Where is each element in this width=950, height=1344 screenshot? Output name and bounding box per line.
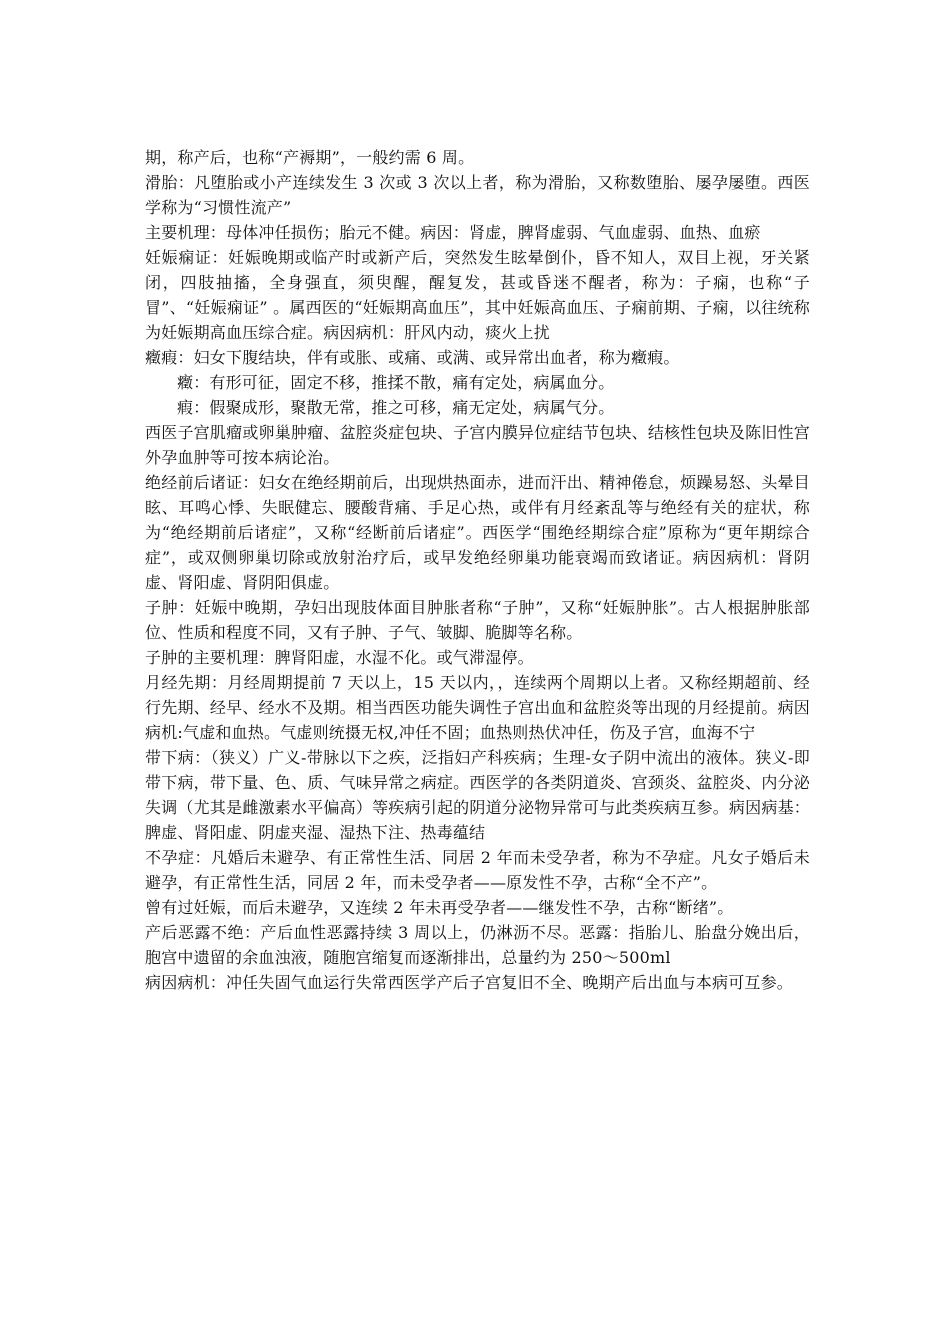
paragraph-habitual-miscarriage: 滑胎：凡堕胎或小产连续发生 3 次或 3 次以上者，称为滑胎，又称数堕胎、屡孕屡堕。西医学称为“习惯性流产” [145,173,810,217]
paragraph-early-menstruation: 月经先期：月经周期提前 7 天以上，15 天以内，，连续两个周期以上者。又称经期超前、经行先期、经早、经水不及期。相当西医功能失调性子宫出血和盆腔炎等出现的月经提前。病因病机:气虚和血热。气虚则统摄无权,冲任不固；血热则热伏冲任，伤及子宫，血海不宁 [145,673,810,742]
paragraph-infertility: 不孕症：凡婚后未避孕、有正常性生活、同居 2 年而未受孕者，称为不孕症。凡女子婚后未避孕，有正常性生活，同居 2 年，而未受孕者——原发性不孕，古称“全不产”。 [145,848,810,892]
paragraph-zheng-definition: 癥：有形可征，固定不移，推揉不散，痛有定处，病属血分。 [177,373,615,392]
document-body [145,145,810,995]
paragraph-postpartum-period: 期，称产后，也称“产褥期”，一般约需 6 周。 [145,148,475,167]
paragraph-leukorrhea: 带下病：（狭义）广义-带脉以下之疾，泛指妇产科疾病；生理-女子阴中流出的液体。狭义-即带下病，带下量、色、质、气味异常之病症。西医学的各类阴道炎、宫颈炎、盆腔炎、内分泌失调（尤其是雌激素水平偏高）等疾病引起的阴道分泌物异常可与此类疾病互参。病因病基：脾虚、肾阳虚、阴虚夹湿、湿热下注、热毒蕴结 [145,748,810,842]
paragraph-abdominal-mass: 癥瘕：妇女下腹结块，伴有或胀、或痛、或满、或异常出血者，称为癥瘕。 [145,348,680,367]
paragraph-lochia: 产后恶露不绝：产后血性恶露持续 3 周以上，仍淋沥不尽。恶露：指胎儿、胎盘分娩出后，胞宫中遗留的余血浊液，随胞宫缩复而逐渐排出，总量约为 250～500ml [145,923,810,967]
paragraph-secondary-infertility: 曾有过妊娠，而后未避孕，又连续 2 年未再受孕者——继发性不孕，古称“断绪”。 [145,898,734,917]
paragraph-pregnancy-edema: 子肿：妊娠中晚期，孕妇出现肢体面目肿胀者称“子肿”，又称“妊娠肿胀”。古人根据肿胀部位、性质和程度不同，又有子肿、子气、皱脚、脆脚等名称。 [145,598,810,642]
paragraph-edema-mechanism: 子肿的主要机理：脾肾阳虚，水湿不化。或气滞湿停。 [145,648,534,667]
paragraph-main-mechanism: 主要机理：母体冲任损伤；胎元不健。病因：肾虚，脾肾虚弱、气血虚弱、血热、血瘀 [145,223,761,242]
paragraph-jia-definition: 瘕：假聚成形，聚散无常，推之可移，痛无定处，病属气分。 [177,398,615,417]
paragraph-menopause-syndrome: 绝经前后诸证：妇女在绝经期前后，出现烘热面赤，进而汗出、精神倦怠，烦躁易怒、头晕目眩、耳鸣心悸、失眠健忘、腰酸背痛、手足心热，或伴有月经紊乱等与绝经有关的症状，称为“绝经期前后诸症”，又称“经断前后诸症”。西医学“围绝经期综合症”原称为“更年期综合症”，或双侧卵巢切除或放射治疗后，或早发绝经卵巢功能衰竭而致诸证。病因病机：肾阴虚、肾阳虚、肾阴阳俱虚。 [145,473,810,592]
paragraph-eclampsia: 妊娠痫证：妊娠晚期或临产时或新产后，突然发生眩晕倒仆，昏不知人，双目上视，牙关紧闭，四肢抽搐，全身强直，须臾醒，醒复发，甚或昏迷不醒者，称为：子痫，也称“子冒”、“妊娠痫证” 。属西医的“妊娠期高血压”，其中妊娠高血压、子痫前期、子痫，以往统称为妊娠期高血压综合症。病因病机：肝风内动，痰火上扰 [145,248,810,342]
paragraph-western-correlates: 西医子宫肌瘤或卵巢肿瘤、盆腔炎症包块、子宫内膜异位症结节包块、结核性包块及陈旧性宫外孕血肿等可按本病论治。 [145,423,810,467]
paragraph-lochia-mechanism: 病因病机：冲任失固气血运行失常西医学产后子宫复旧不全、晚期产后出血与本病可互参。 [145,973,794,992]
